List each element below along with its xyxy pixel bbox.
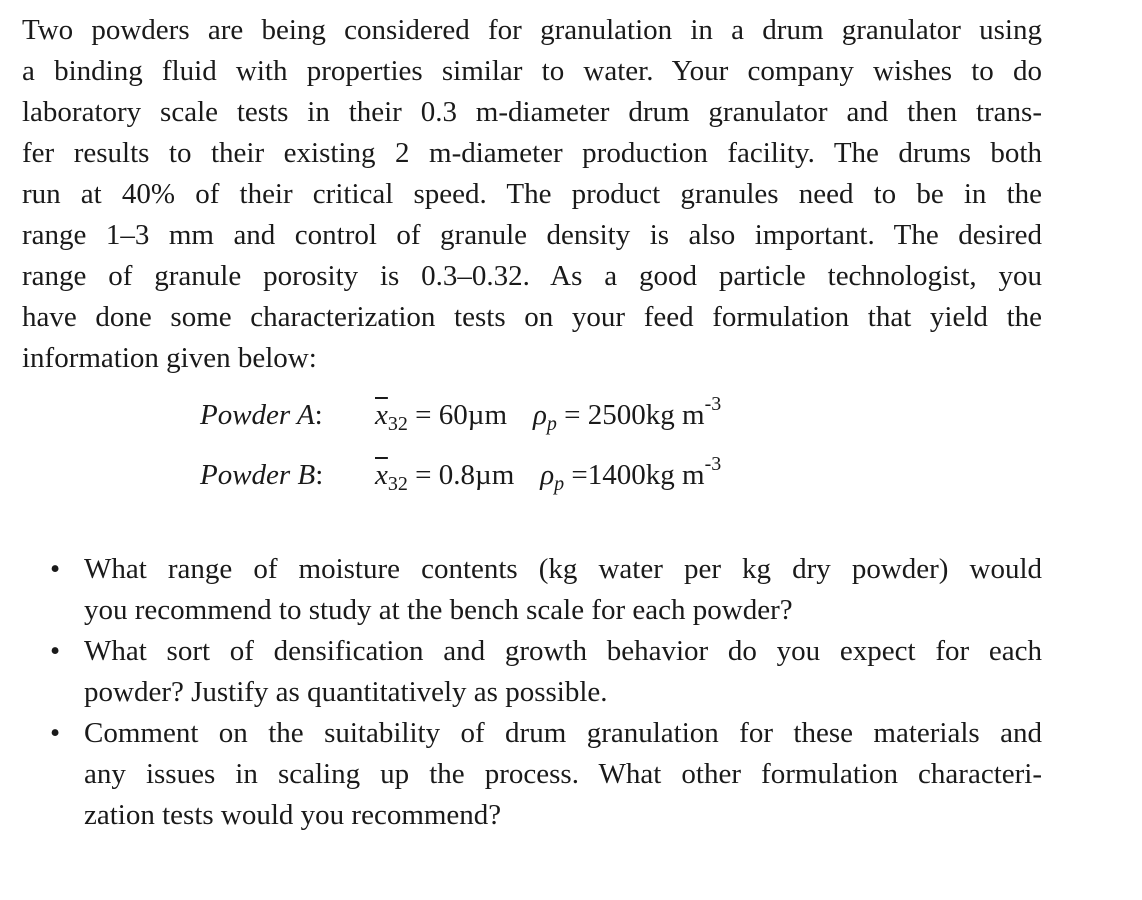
bullet-line: any issues in scaling up the process. What other formulation characteri-: [84, 758, 1042, 790]
paragraph-line: information given below:: [22, 342, 317, 374]
paragraph-line: have done some characterization tests on your feed formulation that yield the: [22, 301, 1042, 333]
density-exponent: -3: [704, 453, 722, 475]
powder-b-label: Powder B:: [200, 459, 324, 491]
paragraph-line: laboratory scale tests in their 0.3 m-diameter drum granulator and then trans-: [22, 96, 1042, 128]
mean-size-symbol: $\overline{x}$: [375, 459, 388, 491]
bullet-line: Comment on the suitability of drum granulation for these materials and: [84, 717, 1042, 749]
powder-a-properties: [200, 393, 721, 436]
bullet-icon: •: [50, 717, 61, 749]
bullet-line: you recommend to study at the bench scale for each powder?: [84, 594, 793, 626]
bullet-line: What range of moisture contents (kg water per kg dry powder) would: [84, 553, 1042, 585]
mean-size-subscript: 32: [387, 473, 408, 495]
mean-size-symbol: $\overline{x}$: [375, 399, 388, 431]
list-item: [50, 549, 1042, 631]
particle-density-symbol: $\rho_p$: [533, 399, 557, 435]
paragraph-line: fer results to their existing 2 m-diameter production facility. The drums both: [22, 137, 1042, 169]
problem-statement-paragraph: [22, 10, 1042, 379]
question-list: [50, 549, 1042, 836]
paragraph-line: a binding fluid with properties similar to water. Your company wishes to do: [22, 55, 1042, 87]
bullet-line: zation tests would you recommend?: [84, 799, 502, 831]
powder-a-size-value: = 60µm: [415, 399, 507, 431]
paragraph-line: range of granule porosity is 0.3–0.32. As a good particle technologist, you: [22, 260, 1042, 292]
powder-a-density-value: = 2500kg m: [564, 399, 705, 431]
list-item: [50, 631, 1042, 713]
bullet-icon: •: [50, 553, 61, 585]
powder-b-properties: [200, 453, 721, 496]
particle-density-symbol: $\rho_p$: [540, 459, 565, 495]
powder-b-density-value: =1400kg m: [571, 459, 705, 491]
bullet-icon: •: [50, 635, 61, 667]
mean-size-subscript: 32: [387, 413, 408, 435]
list-item: [50, 713, 1042, 836]
density-exponent: -3: [704, 393, 722, 415]
paragraph-line: Two powders are being considered for granulation in a drum granulator using: [22, 14, 1042, 46]
paragraph-line: range 1–3 mm and control of granule density is also important. The desired: [22, 219, 1042, 251]
powder-a-label: Powder A:: [200, 399, 323, 431]
bullet-line: What sort of densification and growth behavior do you expect for each: [84, 635, 1042, 667]
paragraph-line: run at 40% of their critical speed. The product granules need to be in the: [22, 178, 1042, 210]
powder-b-size-value: = 0.8µm: [415, 459, 515, 491]
bullet-line: powder? Justify as quantitatively as possible.: [84, 676, 608, 708]
